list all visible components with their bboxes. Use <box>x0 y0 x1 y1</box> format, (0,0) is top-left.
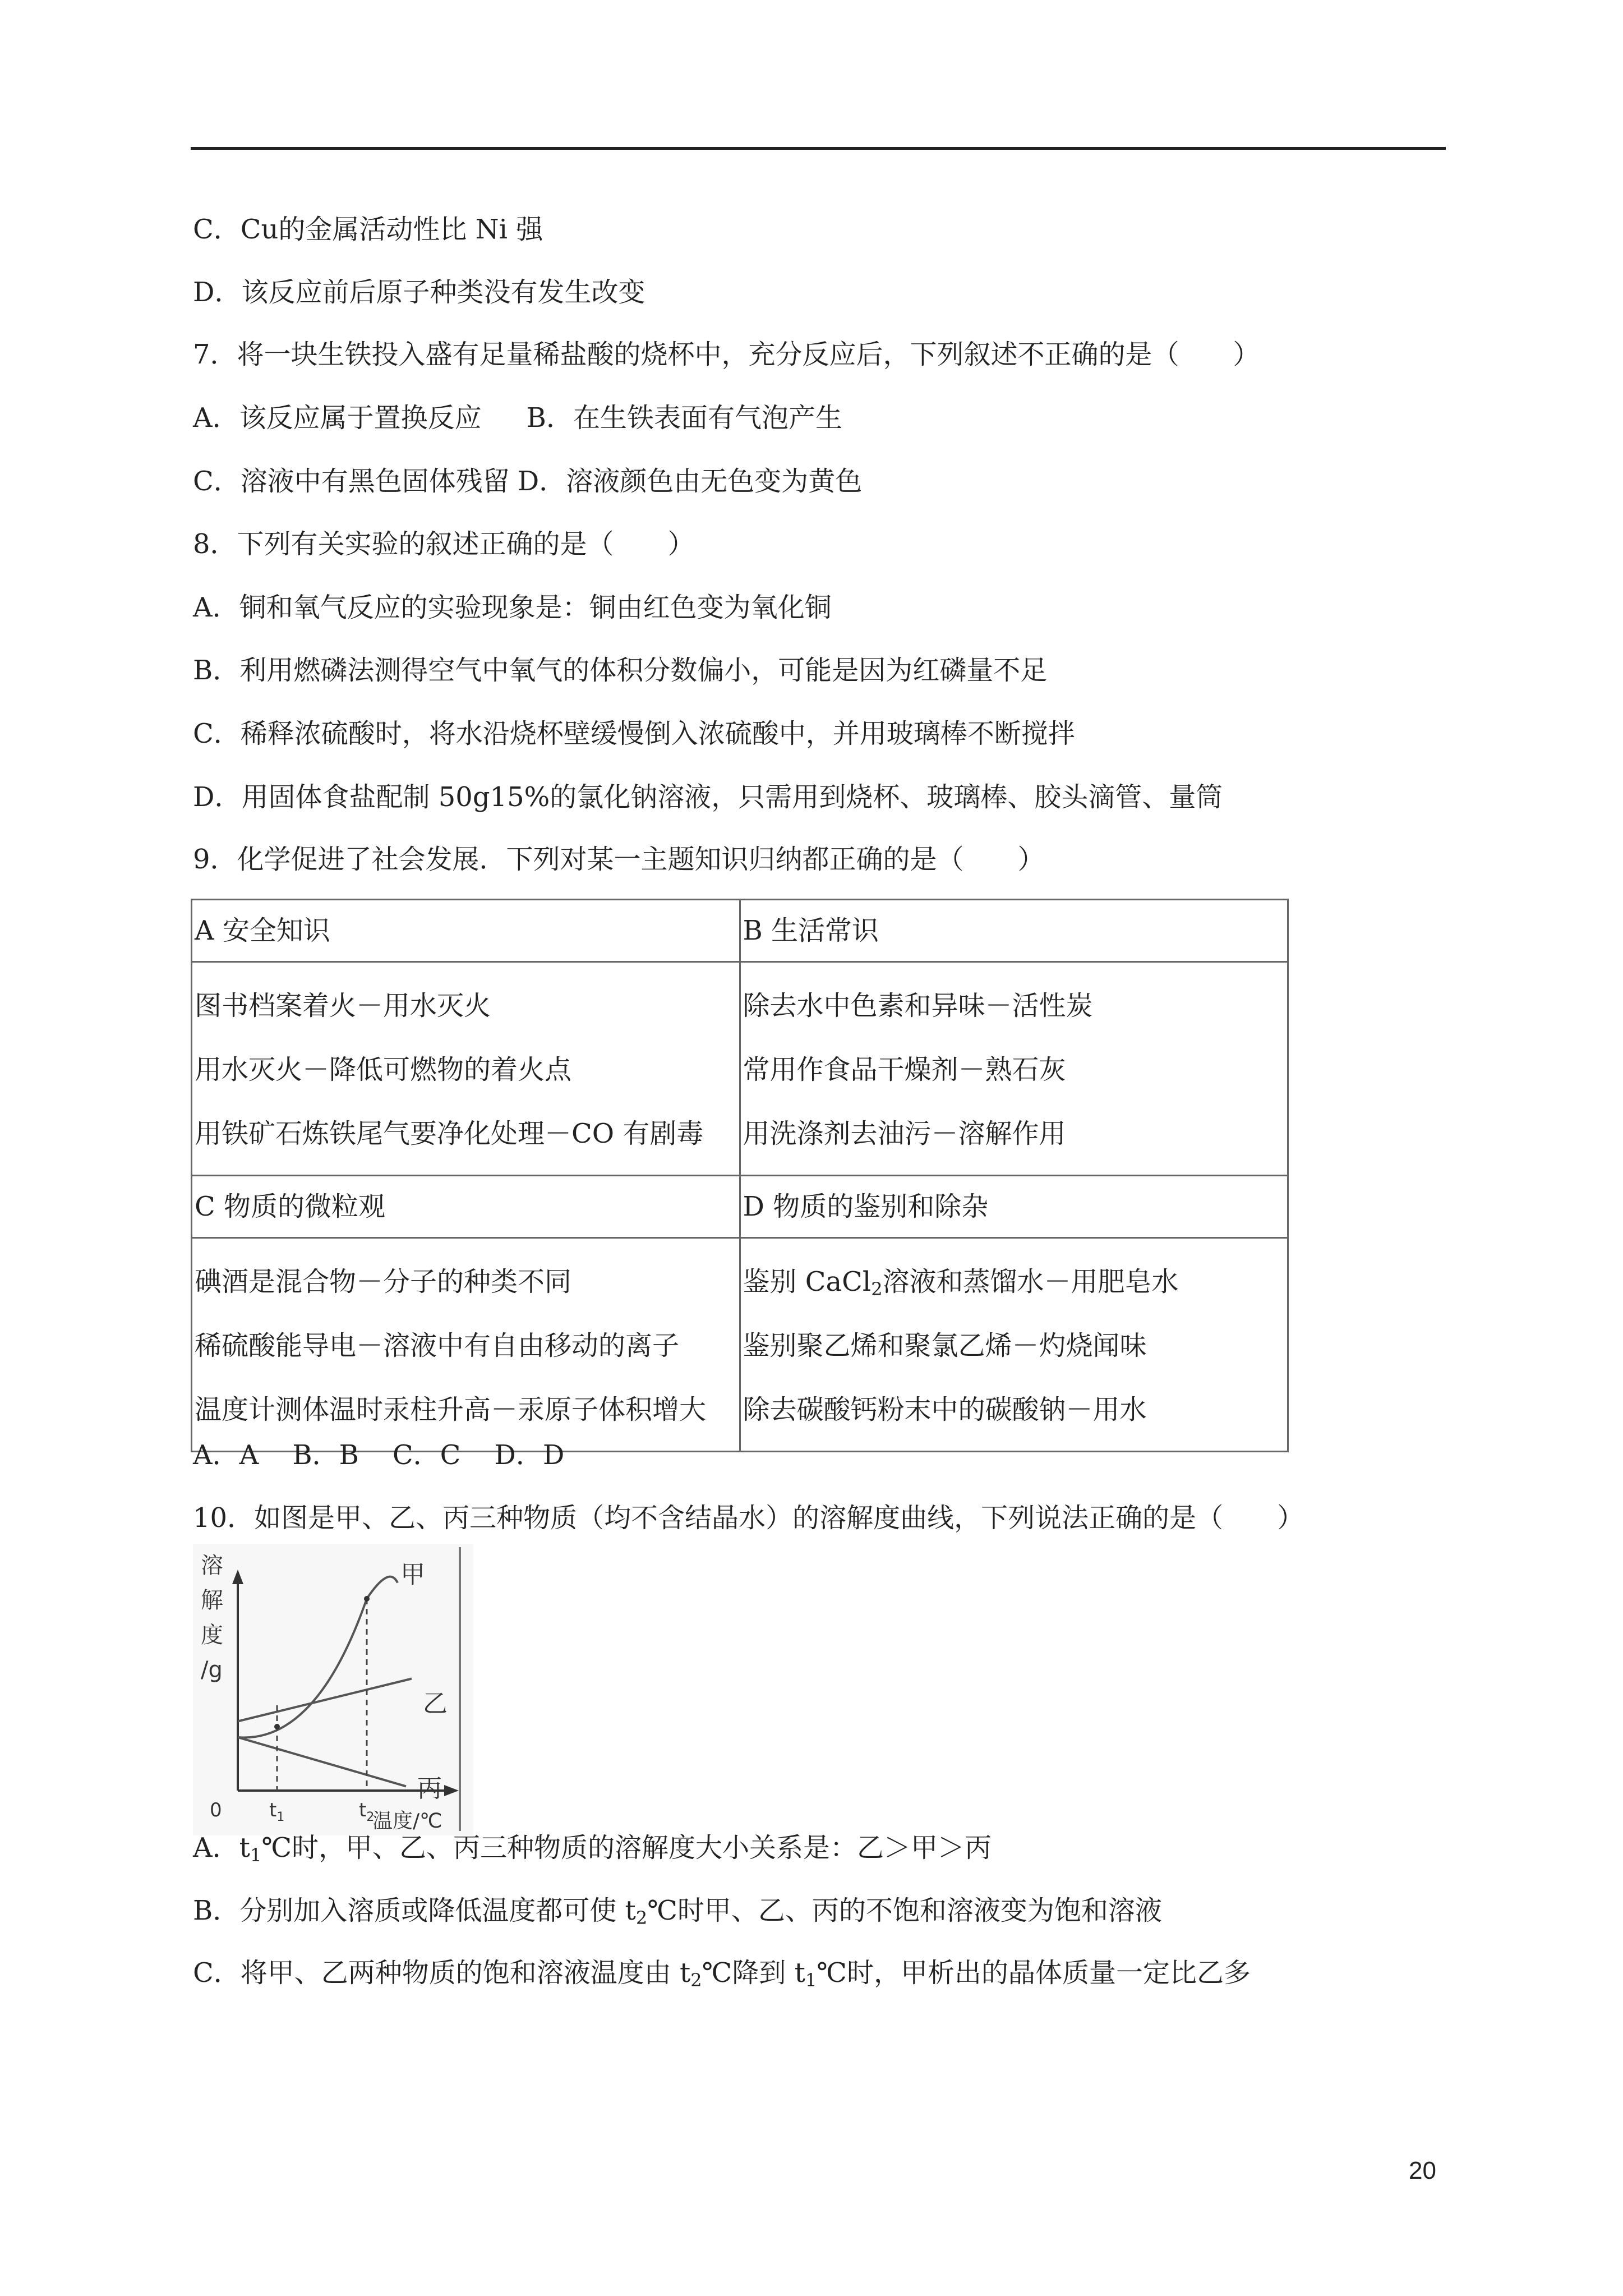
y-axis-label-char: 溶 <box>201 1553 223 1579</box>
table-cell-d <box>740 1238 1288 1452</box>
option-text: ℃时甲、乙、丙的不饱和溶液变为饱和溶液 <box>647 1895 1162 1926</box>
option-text: B．分别加入溶质或降低温度都可使 t <box>193 1895 636 1926</box>
table-row: 稀硫酸能导电－溶液中有自由移动的离子 <box>195 1330 680 1361</box>
q9-knowledge-table <box>191 899 1289 1452</box>
q7-option-b: B．在生铁表面有气泡产生 <box>526 402 842 434</box>
q7-options-row2 <box>193 463 862 499</box>
x-tick-label-1: $t_1$ <box>269 1799 285 1824</box>
y-axis-label-char: 解 <box>201 1588 223 1613</box>
q9-option-a: A．A <box>193 1439 259 1471</box>
series-label-0: 甲 <box>400 1560 425 1589</box>
x-axis-label: 温度/℃ <box>372 1810 442 1833</box>
table-row: 图书档案着火－用水灭火 <box>195 990 491 1022</box>
q7-option-c: C．溶液中有黑色固体残留 <box>193 466 510 497</box>
q8-option-d: D．用固体食盐配制 50g15%的氯化钠溶液，只需用到烧杯、玻璃棒、胶头滴管、量筒 <box>193 781 1223 813</box>
option-text: ℃降到 t <box>702 1957 805 1989</box>
origin-label: 0 <box>210 1799 222 1821</box>
intersection-point <box>364 1596 370 1602</box>
y-axis-label-char: 度 <box>201 1622 223 1648</box>
q10-option-c <box>193 1955 1251 1998</box>
q9-options <box>193 1437 564 1473</box>
series-label-2: 丙 <box>417 1774 442 1803</box>
series-label-1: 乙 <box>423 1689 448 1718</box>
table-head-a: A 安全知识 <box>192 900 740 962</box>
q7-options-row1 <box>193 400 842 436</box>
table-cell-c <box>192 1238 740 1452</box>
table-cell-b <box>740 962 1288 1176</box>
solubility-chart <box>193 1544 473 1835</box>
table-row: 除去碳酸钙粉末中的碳酸钠－用水 <box>743 1394 1147 1425</box>
q7-stem: 7．将一块生铁投入盛有足量稀盐酸的烧杯中，充分反应后，下列叙述不正确的是（ ） <box>193 339 1260 370</box>
subscript: 1 <box>250 1844 262 1866</box>
intersection-point <box>274 1724 280 1729</box>
q8-option-b: B．利用燃磷法测得空气中氧气的体积分数偏小，可能是因为红磷量不足 <box>193 655 1048 686</box>
table-row: 用水灭火－降低可燃物的着火点 <box>195 1054 572 1085</box>
table-cell-a <box>192 962 740 1176</box>
q10-stem: 10．如图是甲、乙、丙三种物质（均不含结晶水）的溶解度曲线，下列说法正确的是（ ） <box>193 1502 1304 1534</box>
q9-option-d: D．D <box>494 1439 565 1471</box>
subscript: 2 <box>635 1907 648 1929</box>
q9-option-b: B．B <box>292 1439 359 1471</box>
q8-option-a: A．铜和氧气反应的实验现象是：铜由红色变为氧化铜 <box>193 592 832 623</box>
table-row: 用洗涤剂去油污－溶解作用 <box>743 1118 1066 1149</box>
option-text: C．将甲、乙两种物质的饱和溶液温度由 t <box>193 1957 691 1989</box>
table-row: 除去水中色素和异味－活性炭 <box>743 990 1093 1022</box>
q10-option-a <box>193 1830 992 1873</box>
table-text: 溶液和蒸馏水－用肥皂水 <box>882 1266 1179 1297</box>
table-row: 温度计测体温时汞柱升高－汞原子体积增大 <box>195 1394 707 1425</box>
table-head-d: D 物质的鉴别和除杂 <box>740 1176 1288 1238</box>
q9-stem: 9．化学促进了社会发展．下列对某一主题知识归纳都正确的是（ ） <box>193 844 1045 875</box>
table-head-b: B 生活常识 <box>740 900 1288 962</box>
page-number: 20 <box>1409 2157 1436 2184</box>
table-row: 鉴别聚乙烯和聚氯乙烯－灼烧闻味 <box>743 1330 1147 1361</box>
q8-option-c: C．稀释浓硫酸时，将水沿烧杯壁缓慢倒入浓硫酸中，并用玻璃棒不断搅拌 <box>193 718 1075 749</box>
y-axis-label-char: /g <box>201 1657 223 1683</box>
top-rule <box>191 147 1446 150</box>
q7-option-d: D．溶液颜色由无色变为黄色 <box>517 466 863 497</box>
q9-option-c: C．C <box>392 1439 461 1471</box>
table-row: 用铁矿石炼铁尾气要净化处理－CO 有剧毒 <box>195 1118 704 1149</box>
subscript: 2 <box>871 1278 883 1300</box>
q10-option-b <box>193 1893 1162 1936</box>
table-row <box>743 1250 1285 1314</box>
q7-option-a: A．该反应属于置换反应 <box>193 402 482 434</box>
table-text: 鉴别 CaCl <box>743 1266 872 1297</box>
option-text: ℃时，甲、乙、丙三种物质的溶解度大小关系是：乙＞甲＞丙 <box>261 1832 992 1864</box>
q6-option-c: C．Cu的金属活动性比 Ni 强 <box>193 214 543 245</box>
table-row: 碘酒是混合物－分子的种类不同 <box>195 1266 572 1297</box>
table-row: 常用作食品干燥剂－熟石灰 <box>743 1054 1066 1085</box>
option-text: ℃时，甲析出的晶体质量一定比乙多 <box>817 1957 1251 1989</box>
subscript: 2 <box>690 1970 702 1991</box>
q6-option-d: D．该反应前后原子种类没有发生改变 <box>193 277 645 308</box>
table-head-c: C 物质的微粒观 <box>192 1176 740 1238</box>
option-text: A．t <box>193 1832 250 1864</box>
subscript: 1 <box>805 1970 817 1991</box>
x-tick-label-2: $t_2$ <box>359 1799 375 1824</box>
q8-stem: 8．下列有关实验的叙述正确的是（ ） <box>193 528 695 560</box>
